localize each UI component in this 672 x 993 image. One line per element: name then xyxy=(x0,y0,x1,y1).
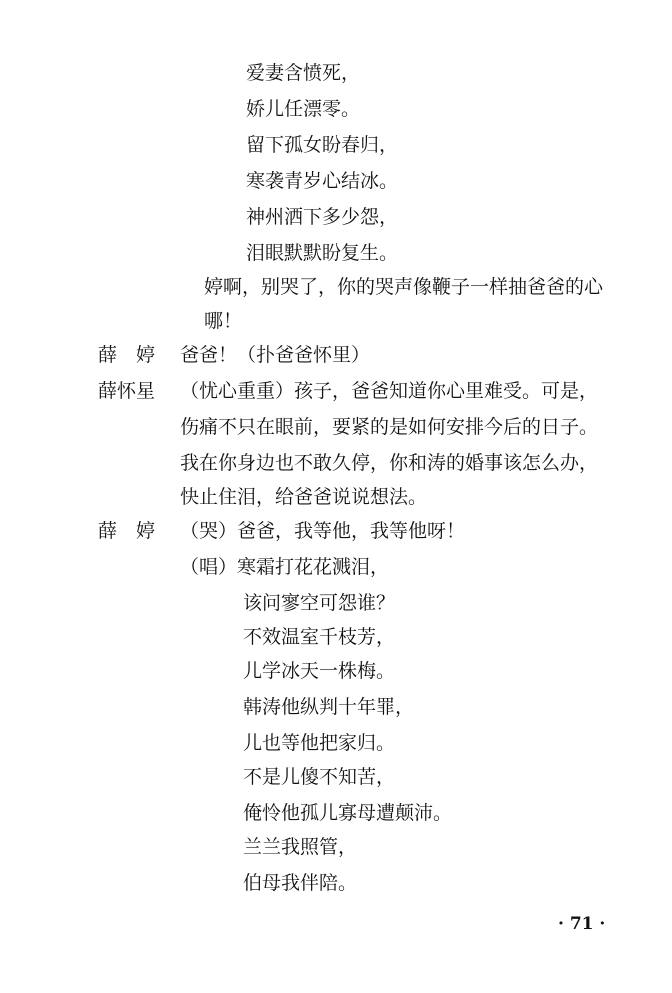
sing-cue: （唱）寒霜打花花溅泪， xyxy=(180,556,390,578)
dialogue-text: 爸爸！（扑爸爸怀里） xyxy=(180,344,371,366)
verse-line: 留下孤女盼春归， xyxy=(246,134,399,156)
verse-line: 泪眼默默盼复生。 xyxy=(246,242,399,264)
dialogue-text: 伤痛不只在眼前，要紧的是如何安排今后的日子。 xyxy=(180,416,599,438)
verse-line: 俺怜他孤儿寡母遭颠沛。 xyxy=(243,802,453,824)
verse-line: 娇儿任漂零。 xyxy=(246,98,361,120)
verse-line: 爱妻含愤死， xyxy=(246,62,361,84)
verse-line: 儿也等他把家归。 xyxy=(243,732,396,754)
verse-line: 韩涛他纵判十年罪， xyxy=(243,696,415,718)
verse-line: 不效温室千枝芳， xyxy=(243,626,396,648)
page-number: · 71 · xyxy=(558,914,606,934)
dialogue-text: （哭）爸爸，我等他，我等他呀！ xyxy=(180,520,466,542)
dialogue-text: （忧心重重）孩子，爸爸知道你心里难受。可是， xyxy=(180,380,599,402)
verse-line: 该问寥空可怨谁？ xyxy=(243,592,396,614)
dialogue-text: 快止住泪，给爸爸说说想法。 xyxy=(180,486,428,508)
speech-line: 哪！ xyxy=(204,310,243,332)
verse-line: 儿学冰天一株梅。 xyxy=(243,660,396,682)
verse-line: 寒袭青岁心结冰。 xyxy=(246,170,399,192)
verse-line: 神州洒下多少怨， xyxy=(246,206,399,228)
speech-line: 婷啊，别哭了，你的哭声像鞭子一样抽爸爸的心 xyxy=(204,276,604,298)
speaker-name: 薛 婷 xyxy=(98,344,156,366)
verse-line: 不是儿傻不知苦， xyxy=(243,766,396,788)
verse-line: 兰兰我照管， xyxy=(243,836,358,858)
speaker-name: 薛 婷 xyxy=(98,520,156,542)
dialogue-text: 我在你身边也不敢久停，你和涛的婚事该怎么办， xyxy=(180,452,599,474)
speaker-name: 薛怀星 xyxy=(98,380,156,402)
verse-line: 伯母我伴陪。 xyxy=(243,872,358,894)
